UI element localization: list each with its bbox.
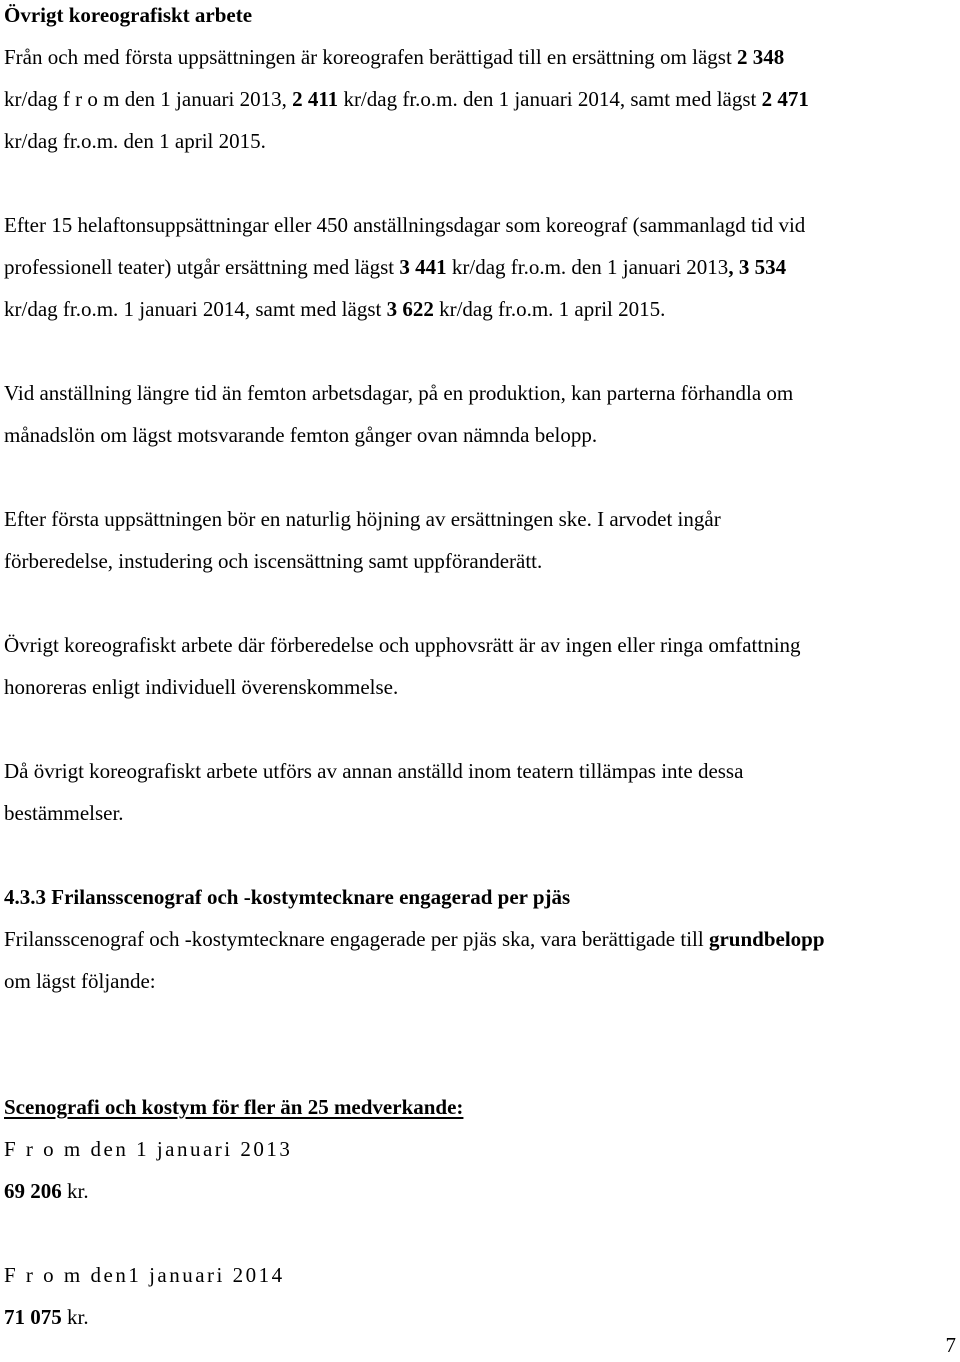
text-line: kr/dag f r o m den 1 januari 2013, 2 411 kr/dag fr.o.m. den 1 januari 2014, samt med lägst 2 471 [4, 87, 809, 111]
page-number: 7 [945, 1333, 956, 1357]
text-line: Övrigt koreografiskt arbete där förberedelse och upphovsrätt är av ingen eller ringa omfattning [4, 633, 801, 657]
amount: 3 441 [399, 255, 447, 279]
text-line: förberedelse, instudering och iscensättning samt uppföranderätt. [4, 549, 543, 573]
text-line: månadslön om lägst motsvarande femton gånger ovan nämnda belopp. [4, 423, 598, 447]
text-line: kr/dag fr.o.m. den 1 april 2015. [4, 129, 266, 153]
paragraph-choreographer-rate [4, 36, 958, 162]
paragraph-raise [4, 498, 958, 582]
text-line: Efter första uppsättningen bör en naturlig höjning av ersättningen ske. I arvodet ingår [4, 507, 721, 531]
rate-amount-line: 69 206 kr. [4, 1179, 89, 1203]
text-line: Frilansscenograf och -kostymtecknare engagerade per pjäs ska, vara berättigade till grundbelopp [4, 927, 825, 951]
paragraph-experienced-rate [4, 204, 958, 330]
emphasis: grundbelopp [708, 927, 825, 951]
amount: 2 471 [761, 87, 809, 111]
document-page [4, 0, 958, 1338]
amount: 2 411 [292, 87, 339, 111]
text-line: Efter 15 helaftonsuppsättningar eller 450 anställningsdagar som koreograf (sammanlagd tid vid [4, 213, 806, 237]
amount: 2 348 [737, 45, 785, 69]
rate-amount-line: 71 075 kr. [4, 1305, 89, 1329]
subsection-title: 4.3.3 Frilansscenograf och -kostymtecknare engagerad per pjäs [4, 885, 571, 909]
text-line: om lägst följande: [4, 969, 156, 993]
text-line: honoreras enligt individuell överenskommelse. [4, 675, 399, 699]
paragraph-individual-agreement [4, 624, 958, 708]
amount: , 3 534 [728, 255, 787, 279]
paragraph-exception [4, 750, 958, 834]
rate-2014 [4, 1254, 958, 1338]
text-line: Då övrigt koreografiskt arbete utförs av annan anställd inom teatern tillämpas inte dessa [4, 759, 744, 783]
section-title: Övrigt koreografiskt arbete [4, 3, 253, 27]
text-line: Vid anställning längre tid än femton arbetsdagar, på en produktion, kan parterna förhandla om [4, 381, 794, 405]
paragraph-base-amount [4, 918, 958, 1002]
rate-date-label: F r o m den 1 januari 2013 [4, 1137, 293, 1161]
rate-date-label: F r o m den1 januari 2014 [4, 1263, 285, 1287]
rate-2013 [4, 1128, 958, 1212]
amount: 69 206 [4, 1179, 62, 1203]
text-line: professionell teater) utgår ersättning med lägst 3 441 kr/dag fr.o.m. den 1 januari 2013, 3 534 [4, 255, 787, 279]
paragraph-monthly-salary [4, 372, 958, 456]
amount: 71 075 [4, 1305, 62, 1329]
amount: 3 622 [386, 297, 434, 321]
tariff-heading: Scenografi och kostym för fler än 25 medverkande: [4, 1095, 464, 1119]
text-line: kr/dag fr.o.m. 1 januari 2014, samt med lägst 3 622 kr/dag fr.o.m. 1 april 2015. [4, 297, 666, 321]
text-line: bestämmelser. [4, 801, 124, 825]
text-line: Från och med första uppsättningen är koreografen berättigad till en ersättning om lägst 2 348 [4, 45, 785, 69]
